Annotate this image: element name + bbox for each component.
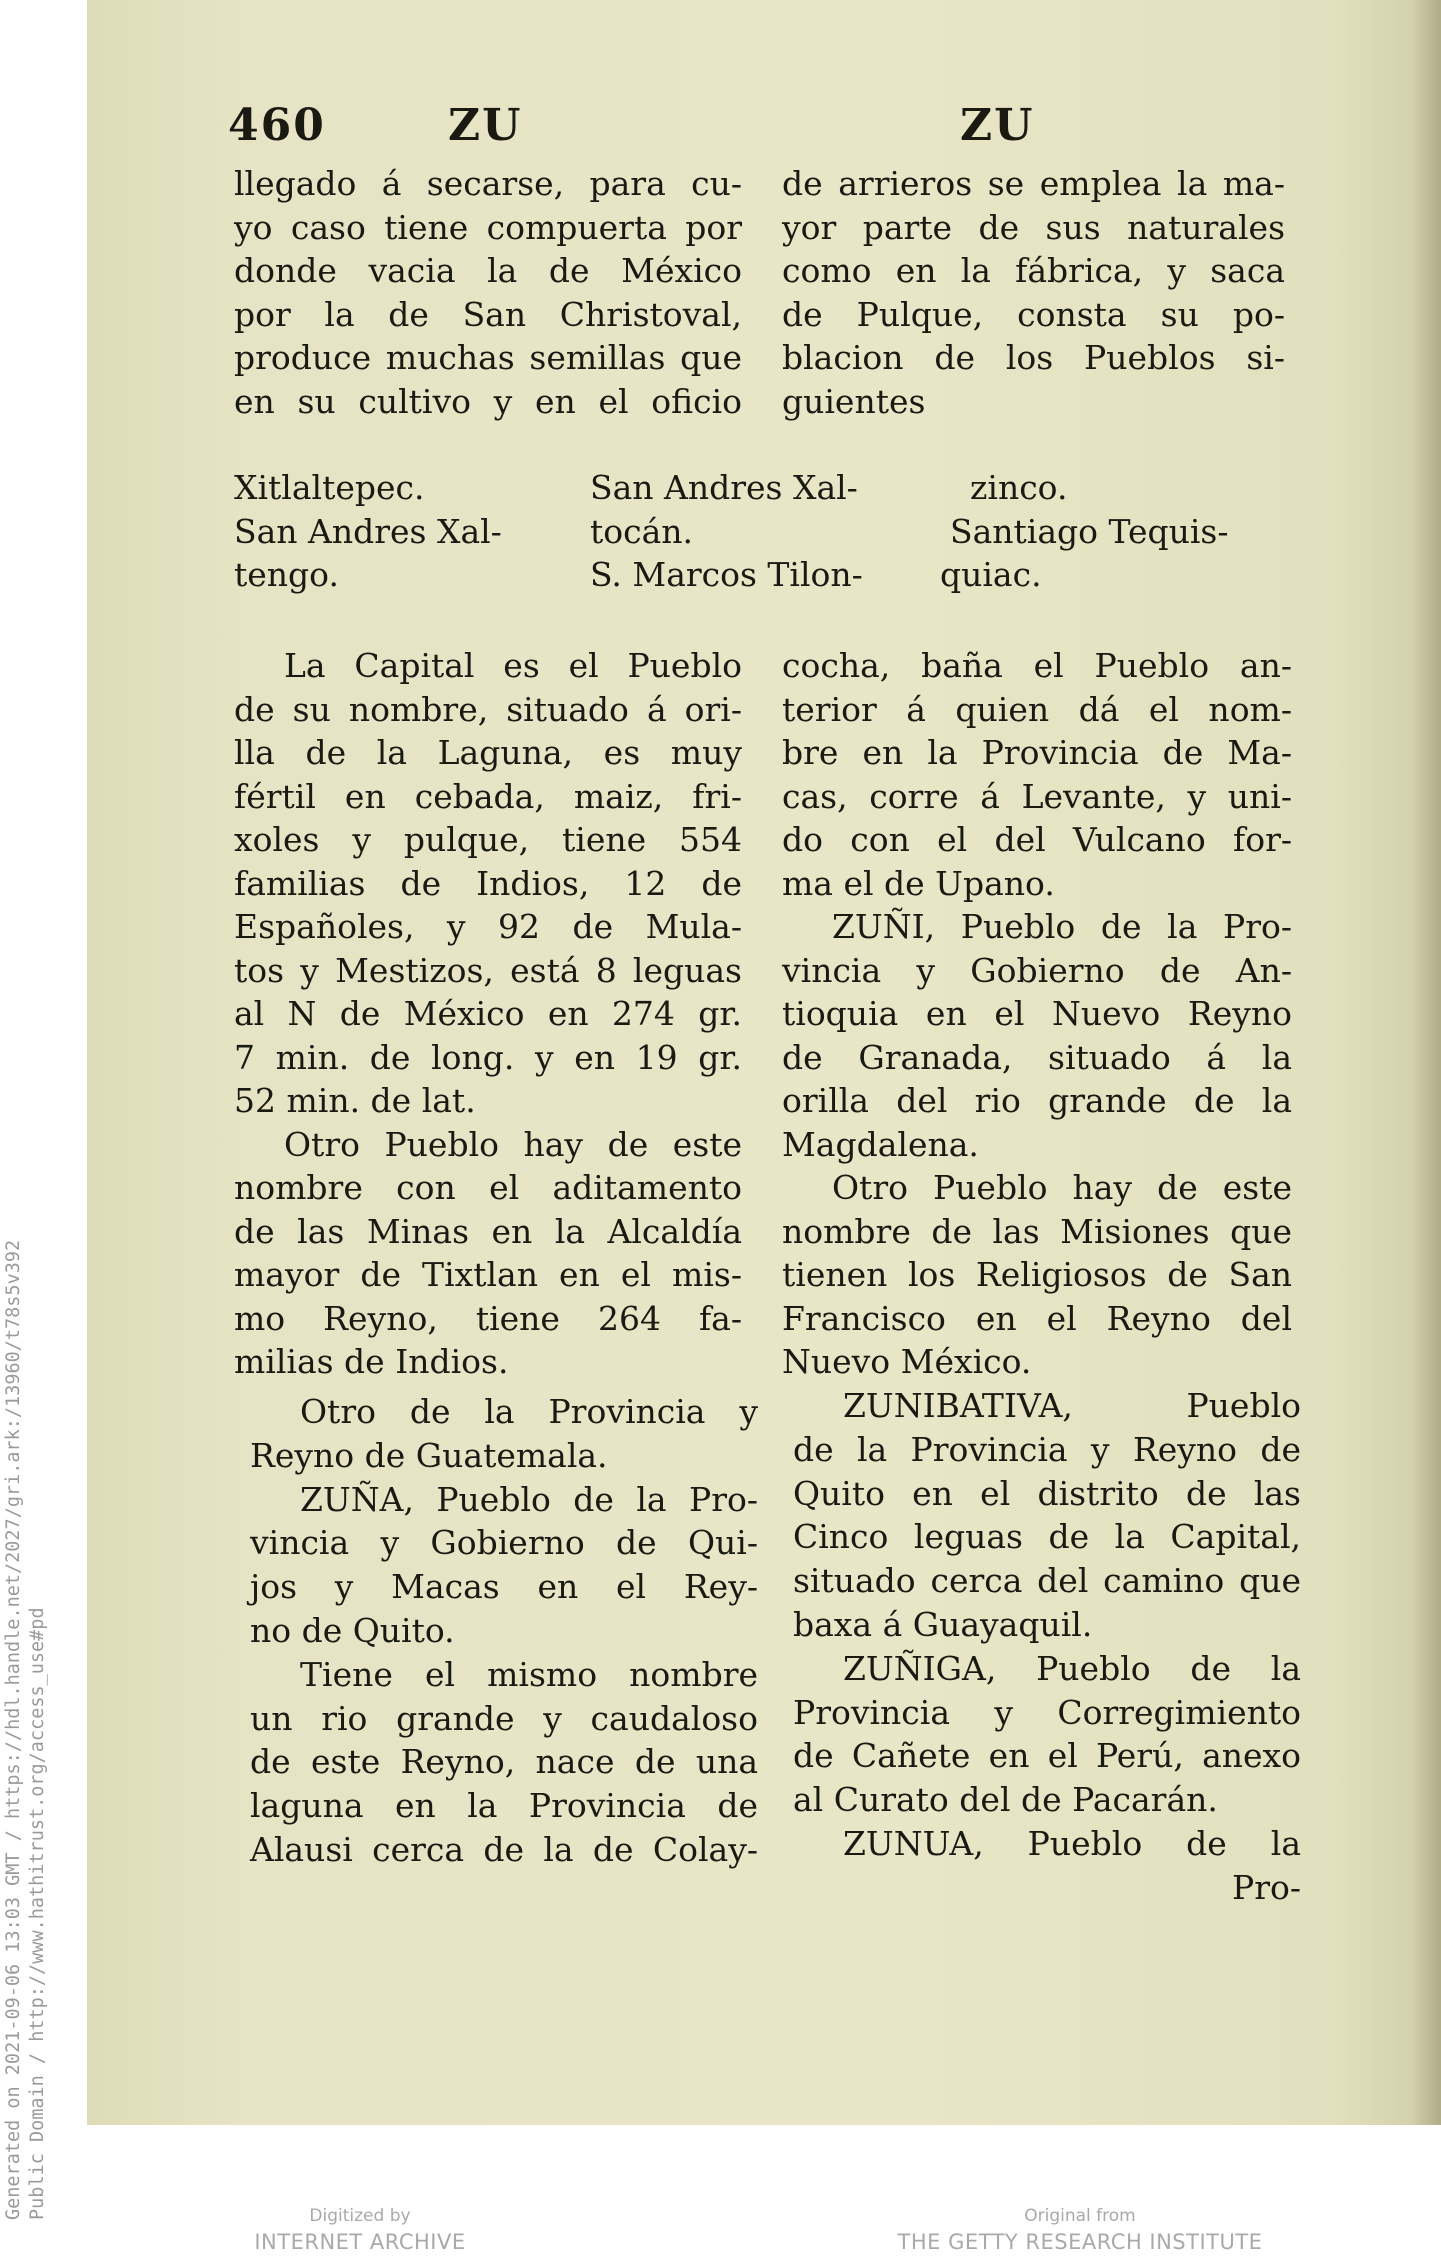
text-line: cocha, baña el Pueblo an-	[782, 646, 1292, 685]
text-line: de arrieros se emplea la ma-	[782, 164, 1285, 203]
text-line: Alausi cerca de la de Colay-	[250, 1829, 758, 1869]
mid-left-column	[234, 644, 742, 1384]
text-line: yor parte de sus naturales	[782, 207, 1285, 247]
text-line: situado cerca del camino que	[793, 1561, 1301, 1601]
town-list	[234, 466, 1284, 597]
text-line: produce muchas semillas que	[234, 338, 742, 377]
list-row	[234, 466, 1284, 510]
text-line: bre en la Provincia de Ma-	[782, 733, 1292, 772]
text-line: tioquia en el Nuevo Reyno	[782, 994, 1292, 1033]
text-line: xoles y pulque, tiene 554	[234, 820, 742, 859]
list-row	[234, 553, 1284, 597]
text-line: guientes	[782, 381, 926, 421]
watermark-line-1: Generated on 2021-09-06 13:03 GMT / https://hdl.handle.net/2027/gri.ark:/13960/t78s5v392	[3, 1239, 24, 2220]
entry-heading-line: ZUNIBATIVA, Pueblo	[843, 1386, 1301, 1425]
text-line: de Pulque, consta su po-	[782, 294, 1285, 334]
text-line: laguna en la Provincia de	[250, 1786, 758, 1826]
text-line: un rio grande y caudaloso	[250, 1698, 758, 1738]
top-left-column	[234, 162, 742, 423]
original-from-credit	[885, 2205, 1275, 2257]
text-line: de este Reyno, nace de una	[250, 1742, 758, 1782]
digitized-by-credit	[250, 2205, 470, 2257]
text-line: de Cañete en el Perú, anexo	[793, 1736, 1301, 1776]
text-line: en su cultivo y en el oficio	[234, 381, 742, 421]
list-row	[234, 510, 1284, 554]
getty-institute-label: THE GETTY RESEARCH INSTITUTE	[897, 2230, 1263, 2254]
entry-heading-line: ZUNUA, Pueblo de la	[843, 1823, 1301, 1863]
text-line: blacion de los Pueblos si-	[782, 338, 1285, 377]
text-line: Reyno de Guatemala.	[250, 1435, 608, 1475]
text-line: fértil en cebada, maiz, fri-	[234, 776, 742, 816]
internet-archive-label: INTERNET ARCHIVE	[254, 2230, 466, 2254]
text-line: Cinco leguas de la Capital,	[793, 1517, 1301, 1557]
entry-heading-line: ZUÑIGA, Pueblo de la	[843, 1648, 1301, 1688]
text-line: Nuevo México.	[782, 1342, 1032, 1381]
text-line: nombre con el aditamento	[234, 1168, 742, 1207]
text-line: al Curato del de Pacarán.	[793, 1780, 1218, 1820]
text-line: al N de México en 274 gr.	[234, 994, 742, 1033]
running-head-right: ZU	[960, 100, 1035, 151]
text-line: cas, corre á Levante, y uni-	[782, 776, 1292, 816]
text-line: Otro Pueblo hay de este	[284, 1124, 742, 1164]
text-line: jos y Macas en el Rey-	[250, 1567, 758, 1607]
text-line: do con el del Vulcano for-	[782, 820, 1292, 859]
text-line: nombre de las Misiones que	[782, 1211, 1292, 1251]
original-from-label: Original from	[1024, 2206, 1136, 2226]
text-line: donde vacia la de México	[234, 251, 742, 290]
catchword: Pro-	[1232, 1867, 1301, 1907]
watermark-line-2: Public Domain / http://www.hathitrust.org/access_use#pd	[27, 1607, 48, 2220]
text-line: La Capital es el Pueblo	[284, 646, 742, 685]
digitized-by-label: Digitized by	[309, 2206, 411, 2226]
text-line: 52 min. de lat.	[234, 1081, 476, 1120]
text-line: de su nombre, situado á ori-	[234, 689, 742, 729]
mid-right-column	[782, 644, 1292, 1384]
text-line: lla de la Laguna, es muy	[234, 733, 742, 772]
text-line: orilla del rio grande de la	[782, 1081, 1292, 1120]
town-entry: Santiago Tequis-	[950, 511, 1229, 551]
text-line: vincia y Gobierno de Qui-	[250, 1523, 758, 1563]
town-entry: S. Marcos Tilon-	[590, 555, 863, 594]
town-entry: Xitlaltepec.	[234, 468, 425, 507]
text-line: Tiene el mismo nombre	[300, 1654, 758, 1694]
text-line: Francisco en el Reyno del	[782, 1298, 1292, 1338]
town-entry: zinco.	[970, 468, 1068, 507]
text-line: por la de San Christoval,	[234, 294, 742, 334]
lower-left-column	[250, 1390, 758, 1872]
running-head-left: ZU	[448, 100, 523, 151]
text-line: tienen los Religiosos de San	[782, 1255, 1292, 1294]
text-line: Otro de la Provincia y	[300, 1392, 758, 1431]
text-line: vincia y Gobierno de An-	[782, 950, 1292, 990]
town-entry: San Andres Xal-	[590, 468, 858, 507]
page-number: 460	[228, 100, 326, 151]
text-line: ma el de Upano.	[782, 863, 1055, 903]
town-entry: San Andres Xal-	[234, 511, 502, 551]
text-line: mayor de Tixtlan en el mis-	[234, 1255, 742, 1294]
text-line: milias de Indios.	[234, 1342, 509, 1381]
text-line: Otro Pueblo hay de este	[832, 1168, 1292, 1207]
text-line: tos y Mestizos, está 8 leguas	[234, 950, 742, 990]
text-line: 7 min. de long. y en 19 gr.	[234, 1037, 742, 1077]
text-line: no de Quito.	[250, 1610, 455, 1650]
text-line: de Granada, situado á la	[782, 1037, 1292, 1077]
entry-heading-line: ZUÑI, Pueblo de la Pro-	[832, 907, 1292, 946]
town-entry: tocán.	[590, 511, 694, 551]
text-line: Españoles, y 92 de Mula-	[234, 907, 742, 946]
entry-heading-line: ZUÑA, Pueblo de la Pro-	[300, 1479, 758, 1519]
text-line: de las Minas en la Alcaldía	[234, 1211, 742, 1251]
text-line: Magdalena.	[782, 1124, 979, 1164]
town-entry: tengo.	[234, 555, 339, 594]
text-line: baxa á Guayaquil.	[793, 1604, 1093, 1644]
town-entry: quiac.	[940, 555, 1042, 594]
text-line: terior á quien dá el nom-	[782, 689, 1292, 729]
text-line: llegado á secarse, para cu-	[234, 164, 742, 203]
text-line: familias de Indios, 12 de	[234, 863, 742, 903]
text-line: Provincia y Corregimiento	[793, 1692, 1301, 1732]
text-line: como en la fábrica, y saca	[782, 251, 1285, 290]
top-right-column	[782, 162, 1285, 423]
text-line: de la Provincia y Reyno de	[793, 1429, 1301, 1469]
lower-right-column	[793, 1384, 1301, 1910]
text-line: mo Reyno, tiene 264 fa-	[234, 1298, 742, 1338]
text-line: yo caso tiene compuerta por	[234, 207, 742, 247]
text-line: Quito en el distrito de las	[793, 1473, 1301, 1513]
